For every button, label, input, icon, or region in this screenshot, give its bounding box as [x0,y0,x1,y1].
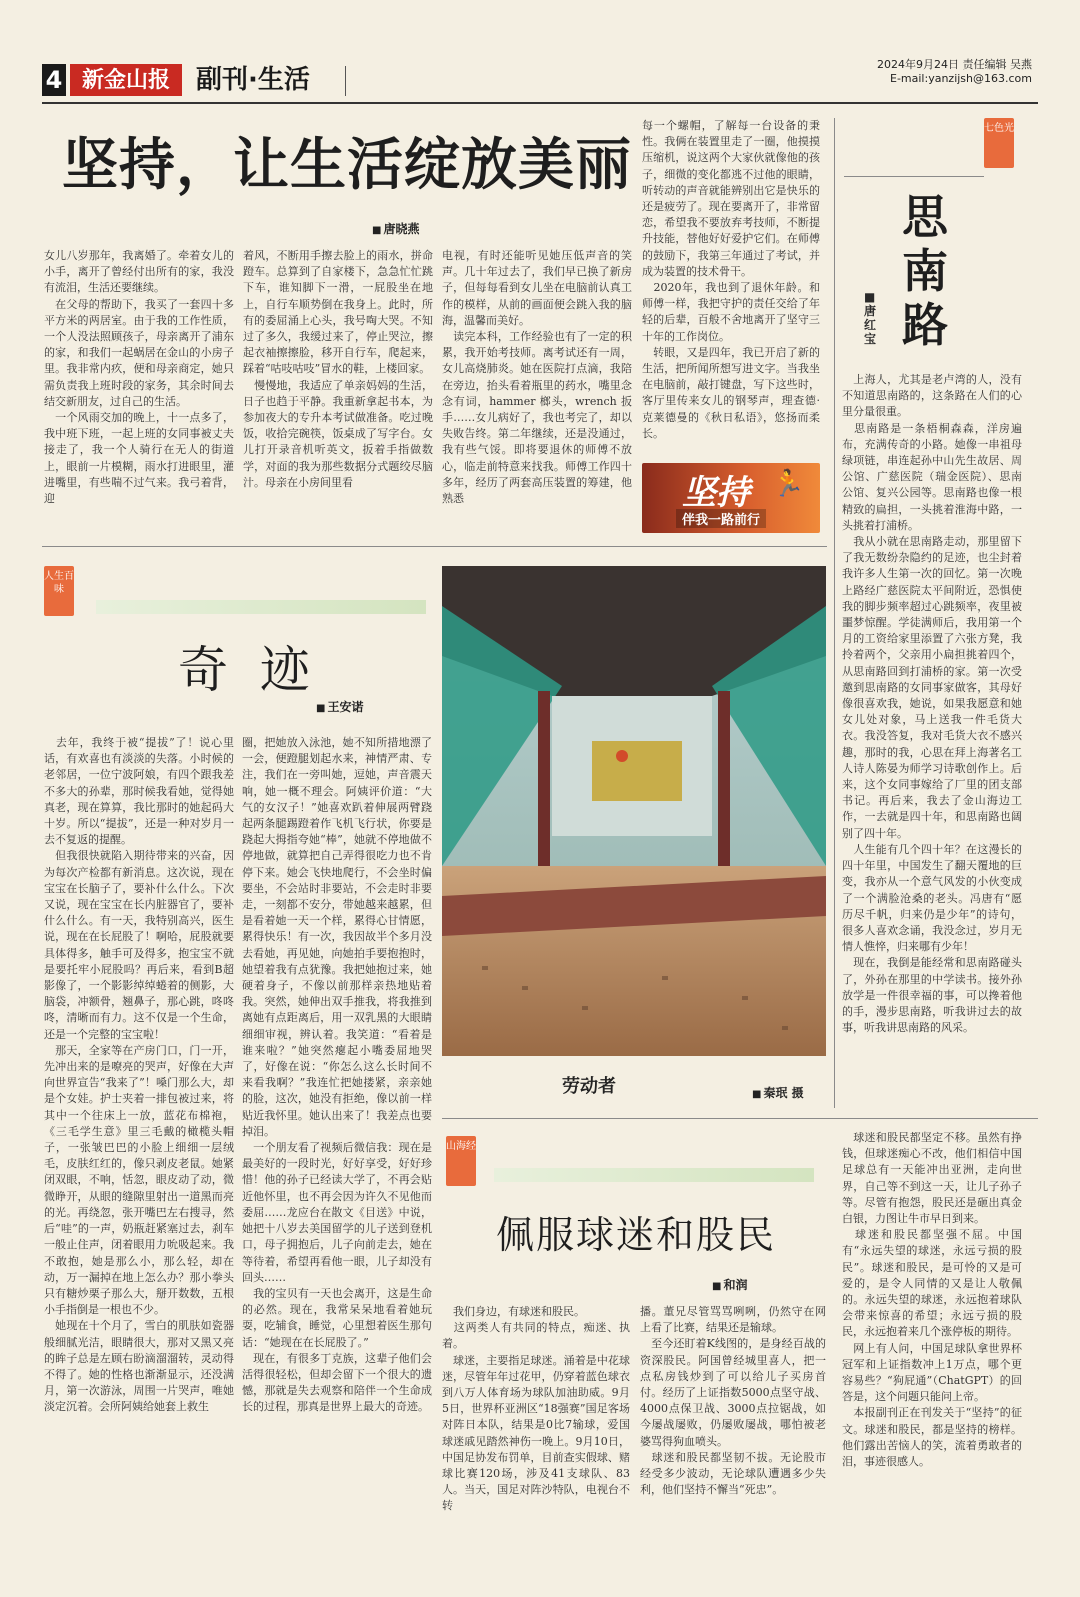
photo-credit: ■ 秦珉 摄 [752,1084,804,1101]
main-col-3: 电视，有时还能听见她压低声音的笑声。几十年过去了，我们早已换了新房子，但每每看到女儿坐在电脑前认真工作的模样，从前的画面便会跳入我的脑海，温馨而美好。 读完本科，工作经验也有了一定的积累，我开始考技师。离考试还有一周，女儿高烧肺炎。她在医院打点滴，我陪在旁边，抬头看着瓶里的药水，嘴里念念有词，hammer 榔头，wrench 扳手……女儿病好了，我也考完了，却以失败告终。第二年继续，还是没通过，我有些气馁。即将要退休的师傅不放心，临走前特意来找我。师傅工作四十多年，经历了两套高压装置的筹建，他熟悉 [442,249,632,506]
editor-email: E-mail:yanzijsh@163.com [890,72,1032,85]
tag-shanhaijing: 山海经 [446,1136,476,1186]
section-name: 副刊·生活 [196,65,310,95]
fans-byline: ■ 和润 [712,1276,747,1293]
fans-decor-band [494,1168,814,1182]
banner-subtitle: 伴我一路前行 [676,509,766,528]
fans-col-1: 我们身边，有球迷和股民。 这两类人有共同的特点，痴迷、执着。 球迷，主要指足球迷。涌着是中花球迷，尽管年年过花甲，仍穿着蓝色球衣到八万人体育场为球队加油助威。9月5日，世界杯亚洲区“18强赛”国足客场对阵日本队，结果是0比7输球，爱国球迷戚见踏然神伤一晚上。9月10日，中国足协发布罚单，目前查实假球、赌球比赛120场，涉及41支球队、83人。当天，国足对阵沙特队，电视台不转 [442,1305,630,1513]
sinan-body: 上海人，尤其是老卢湾的人，没有不知道思南路的，这条路在人们的心里分量很重。 思南路是一条梧桐森森，洋房遍布，充满传奇的小路。她像一串祖母绿项链，串连起孙中山先生故居、周公馆、广慈医院（瑞金医院）、思南公馆、复兴公园等。思南路也像一根精致的扁担，一头挑着淮海中路，一头挑着打浦桥。 我从小就在思南路走动，那里留下了我无数纷杂隐约的足迹，也尘封着我许多人生第一次的回忆。第一次晚上路经广慈医院太平间附近，恐惧使我的脚步频率超过心跳频率，夜里被噩梦惊醒。学徒满师后，我用第一个月的工资给家里添置了六张方凳，我拎着两个，父亲用小扁担挑着四个，从思南路回到打浦桥的家。第一次受邀到思南路的女同事家做客，其母好像很喜欢我，她说，如果我愿意和她女儿处对象，马上送我一件毛货大衣。我没答复，我对毛货大衣不感兴趣，那时的我，心思在拜上海著名工人诗人陈晏为师学习诗歌创作上。后来，这个女同事嫁给了厂里的团支部书记。再后来，我去了金山海边工作，一去就是四十年，和思南路也阔别了四十年。 人生能有几个四十年？在这漫长的四十年里，中国发生了翻天覆地的巨变，我亦从一个意气风发的小伙变成了一个满脸沧桑的老头。冯唐有“愿历尽千帆，归来仍是少年”的诗句，很多人喜欢念诵，我没念过，岁月无情人憔悴，归来哪有少年！ 现在，我倒是能经常和思南路碰头了，外孙在那里的中学读书。接外孙放学是一件很幸福的事，可以搀着他的手，漫步思南路，听我讲过去的故事，听我讲思南路的风采。 [842,373,1022,1035]
fans-col-3: 球迷和股民都坚定不移。虽然有挣钱，但球迷痴心不改，他们相信中国足球总有一天能冲出亚洲，走向世界，自己等不到这一天，让儿子孙子等。尽管有抱怨，股民还是砸出真金白银，力图让牛市早日到来。 球迷和股民都坚强不屈。中国有“永远失望的球迷，永远亏损的股民”。球迷和股民，是可怜的又是可爱的，是令人同情的又是让人敬佩的。永远失望的球迷，永远抱着球队会带来惊喜的希望；永远亏损的股民，永远抱着来几个涨停板的期待。 网上有人问，中国足球队拿世界杯冠军和上证指数冲上1万点，哪个更容易些？“狗屁通”（ChatGPT）的回答是，这个问题只能问上帝。 本报副刊正在刊发关于“坚持”的征文。球迷和股民，都是坚持的榜样。他们露出苦恼人的笑，流着勇敢者的泪，事迹很感人。 [842,1131,1022,1469]
sinan-title: 思南路 [902,190,948,352]
masthead-rule [42,102,1038,104]
miracle-col-2: 圈，把她放入泳池，她不知所措地漂了一会，便蹬腿划起水来，神情严肃、专注，我们在一旁叫她，逗她，声音震天响，她一概不理会。阿姨评价道：“大气的女汉子！”她喜欢趴着伸展两臂跷起两条腿踢蹬着作飞机飞行状，你要是跷起大拇指夸她“棒”，她就不停地做不停地做，就算把自己弄得很吃力也不肯停下来。她会飞快地爬行，不会坐时偏要坐，不会站时非要站，不会走时非要走，一刻都不安分，带她越来越累，但是看着她一天一个样，累得心甘情愿，累得快乐！有一次，我因故半个多月没去看她，再见她，向她拍手要抱抱时，她望着我有点犹豫。我把她抱过来，她硬着身子，不像以前那样亲热地贴着我。突然，她伸出双手推我，将我推到离她有点距离后，用一双乳黑的大眼睛细细审视，辨认着。我笑道：“看着是谁来啦？”她突然瘪起小嘴委屈地哭了，好像在说：“你怎么这么长时间不来看我啊？”我连忙把她搂紧，亲亲她的脸，这次，她没有拒绝，像以前一样贴近我怀里。她认出来了！我差点也要掉泪。 一个朋友看了视频后微信我：现在是最美好的一段时光，好好享受，好好珍惜！他的孙子已经读大学了，不再会贴近他怀里，也不再会因为许久不见他而委屈……龙应台在散文《目送》中说，她把十八岁去美国留学的儿子送到登机口，母子拥抱后，儿子向前走去，她在等待着，希望再看他一眼，儿子却没有回头…… 我的宝贝有一天也会离开，这是生命的必然。现在，我常呆呆地看着她玩耍，吃辅食，睡觉，心里想着医生那句话：“她现在在长屁股了。” 现在，有很多丁克族，这辈子他们会活得很轻松，但却会留下一个很大的遗憾，那就是失去观察和陪伴一个生命成长的过程，那真是世界上最大的奇迹。 [242,736,432,1414]
main-col-2: 着风，不断用手擦去脸上的雨水，拼命蹬车。总算到了自家楼下，急急忙忙跳下车，谁知脚下一滑，一屁股坐在地上，自行车顺势倒在我身上。此时，所有的委屈涌上心头，我号啕大哭。不知过了多久，我缓过来了，停止哭泣，擦起衣袖擦擦脸，移开自行车，爬起来，踩着“咕吱咕吱”冒水的鞋，上楼回家。 慢慢地，我适应了单亲妈妈的生活，日子也趋于平静。我重新拿起书本，为参加夜大的专升本考试做准备。吃过晚饭，收拾完碗筷，饭桌成了写字台。女儿打开录音机听英文，扳着手指做数学，对面的我为那些数据分式题绞尽脑汁。母亲在小房间里看 [243,249,433,489]
photo-caption: 劳动者 [562,1076,616,1097]
fans-title: 佩服球迷和股民 [496,1213,777,1257]
banner-title: 坚持 [682,473,750,513]
worker-photo-svg [442,566,826,1056]
paper-logo: 新金山报 [70,64,182,96]
miracle-byline: ■ 王安诺 [316,698,363,715]
miracle-title: 奇 迹 [178,641,318,699]
persistence-banner [642,463,820,533]
fans-col-2: 播。董兄尽管骂骂咧咧，仍然守在网上看了比赛，结果还是输球。 至今还盯着K线图的，是身经百战的资深股民。阿国曾经城里喜人，把一点私房钱炒到了可以给儿子买房首付。经历了上证指数5000点坚守战、4000点保卫战、3000点拉锯战，如今屡战屡败，仍屡败屡战，哪怕被老婆骂得狗血喷头。 球迷和股民都坚韧不拔。无论股市经受多少波动，无论球队遭遇多少失利，他们坚持不懈当“死忠”。 [640,1305,826,1497]
sinan-author: 唐红宝 [864,304,877,346]
main-col-4: 每一个螺帽，了解每一台设备的秉性。我俩在装置里走了一圈，他摸摸压缩机，说这两个大家伙就像他的孩子，细微的变化都逃不过他的眼睛，听转动的声音就能辨别出它是快乐的还是疲劳了。现在要离开了，非常留恋，希望我不要放弃考技师，不断提升技能，替他好好爱护它们。在师傅的鼓励下，我第三年通过了考试，并成为装置的技术骨干。 2020年，我也到了退休年龄。和师傅一样，我把守护的责任交给了年轻的后辈，百般不舍地离开了坚守三十年的工作岗位。 转眼，又是四年，我已开启了新的生活，把所闻所想写进文字。当我坐在电脑前，敲打键盘，写下这些时，客厅里传来女儿的钢琴声，理查德·克莱德曼的《秋日私语》，悠扬而柔长。 [642,119,820,440]
miracle-decor-band [96,600,426,614]
worker-photo [442,566,826,1056]
date-editor: 2024年9月24日 责任编辑 吴燕 [877,58,1032,71]
sinan-byline: ■ 唐红宝 [864,290,880,346]
mid-bottom-rule [442,1118,1038,1119]
banner-runner-icon: 🏃 [772,469,805,499]
main-bottom-rule [42,546,827,547]
miracle-col-1: 去年，我终于被“提拔”了！说心里话，有欢喜也有淡淡的失落。小时候的老邻居，一位宁波阿娘，有四个跟我差不多大的孙辈，那时候我看她，觉得她真老，现在算算，我比那时的她起码大十岁。所以“提拔”，还是一种对岁月一去不复返的提醒。 但我很快就陷入期待带来的兴奋，因为每次产检都有新消息。这次说，现在宝宝在长脑子了，要补什么什么。下次又说，现在宝宝在长内脏器官了，要补什么什么。有一天，我特别高兴，医生说，现在在长屁股了！啊哈，屁股就要具体得多，触手可及得多，抱宝宝不就是要托牢小屁股吗？再后来，看到B超影像了，一个影影绰绰蜷着的侧影，大脑袋，冲额骨，翘鼻子，那心跳，咚咚咚，清晰而有力。这不仅是一个生命，还是一个完整的宝宝啦！ 那天，全家等在产房门口，门一开，先冲出来的是嘹亮的哭声，好像在大声向世界宣告“我来了”！嗓门那么大，却是个女娃。护士夹着一排包被过来，将其中一个往床上一放，蓝花布棉袍，《三毛学生意》里三毛戴的橄榄头帽子，一张皱巴巴的小脸上细细一层绒毛，皮肤红红的，像只剥皮老鼠。她紧闭双眼，不响，恬忽，眼皮动了动，微微睁开，从眼的缝隙里射出一道黑而亮的光。再绕忽，张开嘴巴左右搜寻，然后“哇”的一声，奶瓶赶紧塞过去，刹车一般止住声，闭着眼用力吮吸起来。我不敢抱，她是那么小，那么轻，却在动，万一漏掉在地上怎么办？那小拳头只有糖炒栗子那么大，掰开数数，五根小手指倒是一根也不少。 她现在十个月了，雪白的肌肤如瓷器般细腻光洁，眼睛很大，那对又黑又亮的眸子总是左顾右盼滴溜溜转，灵动得不得了。她的性格也渐渐显示，还没满月，第一次游泳，周围一片哭声，唯她淡定沉着。会所阿姨给她套上救生 [44,736,234,1414]
tag-qiseguang: 七色光 [984,118,1014,168]
masthead-separator [345,66,346,96]
tag-rensheng: 人生百味 [44,566,74,616]
page-number: 4 [42,64,66,96]
byline-main: ■ 唐晓燕 [372,220,419,237]
sinan-top-rule [844,176,984,177]
headline-main: 坚持，让生活绽放美丽 [62,132,632,198]
column-separator-right [834,118,835,1108]
main-col-1: 女儿八岁那年，我离婚了。牵着女儿的小手，离开了曾经付出所有的家，我没有流泪，生活还要继续。 在父母的帮助下，我买了一套四十多平方米的两居室。由于我的工作性质，一个人没法照顾孩子，母亲离开了浦东的家，和我们一起蜗居在金山的小房子里。我非常内疚，便和母亲商定，她只需负责我上班时段的家务，其余时间去结交新朋友，过自己的生活。 一个风雨交加的晚上，十一点多了，我中班下班，一起上班的女同事被丈夫接走了，我一个人骑行在无人的街道上，眼前一片模糊，雨水打进眼里，灌进嘴里，有些喘不过气来。我弓着背，迎 [44,249,234,506]
